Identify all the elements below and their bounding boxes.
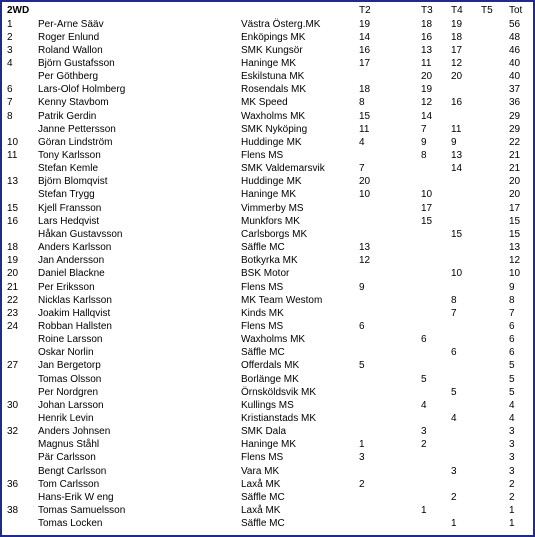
- table-row: [2, 149, 533, 162]
- total-points-cell: 7: [509, 307, 515, 319]
- table-row: [2, 438, 533, 451]
- total-points-cell: 3: [509, 426, 515, 438]
- driver-name-cell: Hans-Erik W eng: [38, 491, 114, 503]
- driver-name-cell: Tomas Samuelsson: [38, 505, 126, 517]
- total-points-cell: 37: [509, 84, 521, 96]
- driver-name-cell: Roland Wallon: [38, 44, 103, 56]
- driver-name-cell: Björn Blomqvist: [38, 176, 108, 188]
- club-cell: Säffle MC: [241, 242, 285, 254]
- club-cell: Säffle MC: [241, 518, 285, 530]
- club-cell: Haninge MK: [241, 439, 297, 451]
- total-points-cell: 6: [509, 347, 515, 359]
- table-row: [2, 281, 533, 294]
- position-cell: 24: [7, 320, 19, 332]
- col-header-t4: T4: [451, 5, 463, 16]
- club-cell: SMK Nyköping: [241, 123, 308, 135]
- driver-name-cell: Kjell Fransson: [38, 202, 102, 214]
- position-cell: 22: [7, 294, 19, 306]
- club-cell: Kullings MS: [241, 399, 294, 411]
- t4-points-cell: 13: [451, 150, 463, 161]
- t2-points-cell: 14: [359, 31, 371, 43]
- total-points-cell: 20: [509, 176, 521, 188]
- t4-points-cell: 12: [451, 57, 463, 69]
- club-cell: Eskilstuna MK: [241, 71, 305, 83]
- driver-name-cell: Patrik Gerdin: [38, 110, 97, 122]
- table-row: [2, 175, 533, 188]
- total-points-cell: 1: [509, 518, 515, 530]
- t2-points-cell: 18: [359, 84, 371, 96]
- total-points-cell: 9: [509, 281, 515, 293]
- club-cell: Flens MS: [241, 320, 284, 332]
- driver-name-cell: Per-Arne Sääv: [38, 18, 104, 30]
- driver-name-cell: Janne Pettersson: [38, 123, 116, 135]
- driver-name-cell: Stefan Trygg: [38, 189, 95, 201]
- total-points-cell: 21: [509, 150, 521, 161]
- position-cell: 23: [7, 307, 19, 319]
- club-cell: Säffle MC: [241, 491, 285, 503]
- table-row: [2, 320, 533, 333]
- table-row: [2, 465, 533, 478]
- t3-points-cell: 10: [421, 189, 433, 201]
- driver-name-cell: Göran Lindström: [38, 136, 113, 148]
- t2-points-cell: 10: [359, 189, 371, 201]
- driver-name-cell: Per Nordgren: [38, 386, 99, 398]
- table-row: [2, 162, 533, 175]
- header-row: [2, 4, 533, 17]
- position-cell: 13: [7, 176, 19, 188]
- club-cell: MK Team Westom: [241, 294, 323, 306]
- table-row: [2, 386, 533, 399]
- driver-name-cell: Per Eriksson: [38, 281, 95, 293]
- t2-points-cell: 17: [359, 57, 371, 69]
- total-points-cell: 3: [509, 452, 515, 464]
- position-cell: 10: [7, 136, 19, 148]
- driver-name-cell: Nicklas Karlsson: [38, 294, 112, 306]
- club-cell: Laxå MK: [241, 505, 281, 517]
- total-points-cell: 6: [509, 320, 515, 332]
- total-points-cell: 8: [509, 294, 515, 306]
- driver-name-cell: Kenny Stavbom: [38, 97, 109, 109]
- total-points-cell: 48: [509, 31, 521, 43]
- club-cell: Huddinge MK: [241, 136, 302, 148]
- t4-points-cell: 3: [451, 465, 457, 477]
- driver-name-cell: Tomas Olsson: [38, 373, 102, 385]
- t3-points-cell: 11: [421, 57, 432, 69]
- position-cell: 2: [7, 31, 13, 43]
- t4-points-cell: 4: [451, 413, 457, 424]
- driver-name-cell: Joakim Hallqvist: [38, 307, 111, 319]
- table-row: [2, 215, 533, 228]
- t2-points-cell: 9: [359, 281, 365, 293]
- table-row: [2, 478, 533, 491]
- t3-points-cell: 1: [421, 505, 427, 517]
- club-cell: Laxå MK: [241, 478, 281, 490]
- t2-points-cell: 19: [359, 18, 371, 30]
- total-points-cell: 36: [509, 97, 521, 109]
- table-row: [2, 188, 533, 201]
- col-header-t2: T2: [359, 5, 371, 16]
- table-row: [2, 96, 533, 109]
- position-cell: 16: [7, 215, 19, 227]
- table-row: [2, 31, 533, 44]
- club-cell: Örnsköldsvik MK: [241, 386, 317, 398]
- t2-points-cell: 4: [359, 136, 365, 148]
- club-cell: Flens MS: [241, 150, 284, 161]
- t3-points-cell: 6: [421, 334, 427, 346]
- t4-points-cell: 6: [451, 347, 457, 359]
- t2-points-cell: 11: [359, 123, 370, 135]
- t3-points-cell: 17: [421, 202, 433, 214]
- total-points-cell: 5: [509, 386, 515, 398]
- col-header-tot: Tot: [509, 5, 523, 16]
- t2-points-cell: 6: [359, 320, 365, 332]
- t3-points-cell: 3: [421, 426, 427, 438]
- t4-points-cell: 10: [451, 268, 463, 280]
- total-points-cell: 29: [509, 123, 521, 135]
- class-title: 2WD: [7, 5, 30, 16]
- club-cell: Waxholms MK: [241, 110, 306, 122]
- t2-points-cell: 16: [359, 44, 371, 56]
- driver-name-cell: Anders Johnsen: [38, 426, 111, 438]
- table-row: [2, 267, 533, 280]
- t3-points-cell: 19: [421, 84, 433, 96]
- club-cell: Carlsborgs MK: [241, 228, 308, 240]
- driver-name-cell: Robban Hallsten: [38, 320, 112, 332]
- club-cell: SMK Valdemarsvik: [241, 163, 325, 175]
- t2-points-cell: 3: [359, 452, 365, 464]
- t4-points-cell: 1: [451, 518, 457, 530]
- position-cell: 18: [7, 242, 19, 254]
- t4-points-cell: 19: [451, 18, 463, 30]
- table-row: [2, 504, 533, 517]
- t4-points-cell: 17: [451, 44, 463, 56]
- club-cell: Västra Österg.MK: [241, 18, 321, 30]
- total-points-cell: 40: [509, 57, 521, 69]
- t4-points-cell: 7: [451, 307, 457, 319]
- club-cell: Flens MS: [241, 281, 284, 293]
- total-points-cell: 17: [509, 202, 521, 214]
- table-row: [2, 18, 533, 31]
- club-cell: Vara MK: [241, 465, 280, 477]
- t2-points-cell: 20: [359, 176, 371, 188]
- position-cell: 7: [7, 97, 13, 109]
- total-points-cell: 15: [509, 228, 521, 240]
- t3-points-cell: 13: [421, 44, 433, 56]
- total-points-cell: 46: [509, 44, 521, 56]
- club-cell: Rosendals MK: [241, 84, 307, 96]
- club-cell: Flens MS: [241, 452, 284, 464]
- total-points-cell: 6: [509, 334, 515, 346]
- t2-points-cell: 8: [359, 97, 365, 109]
- total-points-cell: 1: [509, 505, 515, 517]
- driver-name-cell: Henrik Levin: [38, 413, 94, 424]
- total-points-cell: 3: [509, 439, 515, 451]
- total-points-cell: 29: [509, 110, 521, 122]
- t2-points-cell: 15: [359, 110, 371, 122]
- driver-name-cell: Per Göthberg: [38, 71, 99, 83]
- position-cell: 20: [7, 268, 19, 280]
- total-points-cell: 15: [509, 215, 521, 227]
- t3-points-cell: 18: [421, 18, 433, 30]
- t3-points-cell: 7: [421, 123, 427, 135]
- club-cell: Offerdals MK: [241, 360, 300, 372]
- total-points-cell: 4: [509, 399, 515, 411]
- t2-points-cell: 5: [359, 360, 365, 372]
- club-cell: SMK Dala: [241, 426, 287, 438]
- total-points-cell: 13: [509, 242, 521, 254]
- driver-name-cell: Roger Enlund: [38, 31, 100, 43]
- table-row: [2, 202, 533, 215]
- club-cell: Huddinge MK: [241, 176, 302, 188]
- total-points-cell: 5: [509, 373, 515, 385]
- driver-name-cell: Stefan Kemle: [38, 163, 99, 175]
- total-points-cell: 2: [509, 478, 515, 490]
- t2-points-cell: 13: [359, 242, 371, 254]
- position-cell: 27: [7, 360, 19, 372]
- table-row: [2, 491, 533, 504]
- club-cell: Botkyrka MK: [241, 255, 298, 267]
- total-points-cell: 22: [509, 136, 521, 148]
- t4-points-cell: 2: [451, 491, 457, 503]
- table-row: [2, 307, 533, 320]
- total-points-cell: 20: [509, 189, 521, 201]
- col-header-t5: T5: [481, 5, 493, 16]
- t2-points-cell: 7: [359, 163, 365, 175]
- driver-name-cell: Tom Carlsson: [38, 478, 100, 490]
- club-cell: Haninge MK: [241, 189, 297, 201]
- t3-points-cell: 20: [421, 71, 433, 83]
- driver-name-cell: Bengt Carlsson: [38, 465, 107, 477]
- table-row: [2, 294, 533, 307]
- position-cell: 1: [7, 18, 13, 30]
- position-cell: 15: [7, 202, 19, 214]
- t2-points-cell: 1: [359, 439, 365, 451]
- club-cell: SMK Kungsör: [241, 44, 303, 56]
- table-row: [2, 451, 533, 464]
- club-cell: Borlänge MK: [241, 373, 299, 385]
- position-cell: 6: [7, 84, 13, 96]
- t2-points-cell: 12: [359, 255, 371, 267]
- t3-points-cell: 4: [421, 399, 427, 411]
- club-cell: Vimmerby MS: [241, 202, 304, 214]
- driver-name-cell: Oskar Norlin: [38, 347, 94, 359]
- club-cell: Enköpings MK: [241, 31, 306, 43]
- club-cell: MK Speed: [241, 97, 288, 109]
- driver-name-cell: Anders Karlsson: [38, 242, 112, 254]
- position-cell: 19: [7, 255, 19, 267]
- driver-name-cell: Johan Larsson: [38, 399, 104, 411]
- driver-name-cell: Roine Larsson: [38, 334, 103, 346]
- position-cell: 38: [7, 505, 19, 517]
- total-points-cell: 21: [509, 163, 521, 175]
- t3-points-cell: 15: [421, 215, 433, 227]
- table-row: [2, 346, 533, 359]
- total-points-cell: 2: [509, 491, 515, 503]
- driver-name-cell: Björn Gustafsson: [38, 57, 115, 69]
- table-row: [2, 136, 533, 149]
- t4-points-cell: 5: [451, 386, 457, 398]
- driver-name-cell: Lars-Olof Holmberg: [38, 84, 126, 96]
- t3-points-cell: 8: [421, 150, 427, 161]
- driver-name-cell: Jan Andersson: [38, 255, 105, 267]
- position-cell: 36: [7, 478, 19, 490]
- table-row: [2, 333, 533, 346]
- t4-points-cell: 14: [451, 163, 463, 175]
- t3-points-cell: 2: [421, 439, 427, 451]
- table-row: [2, 228, 533, 241]
- t4-points-cell: 9: [451, 136, 457, 148]
- table-row: [2, 399, 533, 412]
- table-row: [2, 517, 533, 530]
- club-cell: Kristianstads MK: [241, 413, 317, 424]
- table-row: [2, 359, 533, 372]
- table-row: [2, 412, 533, 425]
- total-points-cell: 3: [509, 465, 515, 477]
- t3-points-cell: 14: [421, 110, 433, 122]
- driver-name-cell: Lars Hedqvist: [38, 215, 100, 227]
- position-cell: 8: [7, 110, 13, 122]
- position-cell: 30: [7, 399, 19, 411]
- club-cell: Haninge MK: [241, 57, 297, 69]
- table-row: [2, 44, 533, 57]
- table-row: [2, 83, 533, 96]
- driver-name-cell: Håkan Gustavsson: [38, 228, 123, 240]
- t3-points-cell: 16: [421, 31, 433, 43]
- club-cell: Säffle MC: [241, 347, 285, 359]
- t4-points-cell: 20: [451, 71, 463, 83]
- total-points-cell: 4: [509, 413, 515, 424]
- t4-points-cell: 18: [451, 31, 463, 43]
- table-row: [2, 254, 533, 267]
- driver-name-cell: Pär Carlsson: [38, 452, 96, 464]
- t4-points-cell: 8: [451, 294, 457, 306]
- total-points-cell: 56: [509, 18, 521, 30]
- table-row: [2, 241, 533, 254]
- club-cell: Waxholms MK: [241, 334, 306, 346]
- position-cell: 32: [7, 426, 19, 438]
- table-row: [2, 123, 533, 136]
- table-row: [2, 70, 533, 83]
- position-cell: 4: [7, 57, 13, 69]
- position-cell: 3: [7, 44, 13, 56]
- t4-points-cell: 11: [451, 123, 462, 135]
- table-row: [2, 57, 533, 70]
- total-points-cell: 5: [509, 360, 515, 372]
- driver-name-cell: Daniel Blackne: [38, 268, 105, 280]
- table-row: [2, 110, 533, 123]
- total-points-cell: 12: [509, 255, 521, 267]
- position-cell: 21: [7, 281, 19, 293]
- t3-points-cell: 9: [421, 136, 427, 148]
- driver-name-cell: Magnus Ståhl: [38, 439, 100, 451]
- t3-points-cell: 12: [421, 97, 433, 109]
- t2-points-cell: 2: [359, 478, 365, 490]
- total-points-cell: 40: [509, 71, 521, 83]
- t4-points-cell: 16: [451, 97, 463, 109]
- driver-name-cell: Jan Bergetorp: [38, 360, 101, 372]
- col-header-t3: T3: [421, 5, 433, 16]
- t4-points-cell: 15: [451, 228, 463, 240]
- total-points-cell: 10: [509, 268, 521, 280]
- driver-name-cell: Tony Karlsson: [38, 150, 101, 161]
- table-row: [2, 373, 533, 386]
- table-row: [2, 425, 533, 438]
- position-cell: 11: [7, 150, 18, 161]
- club-cell: Munkfors MK: [241, 215, 300, 227]
- club-cell: Kinds MK: [241, 307, 284, 319]
- t3-points-cell: 5: [421, 373, 427, 385]
- club-cell: BSK Motor: [241, 268, 290, 280]
- driver-name-cell: Tomas Locken: [38, 518, 103, 530]
